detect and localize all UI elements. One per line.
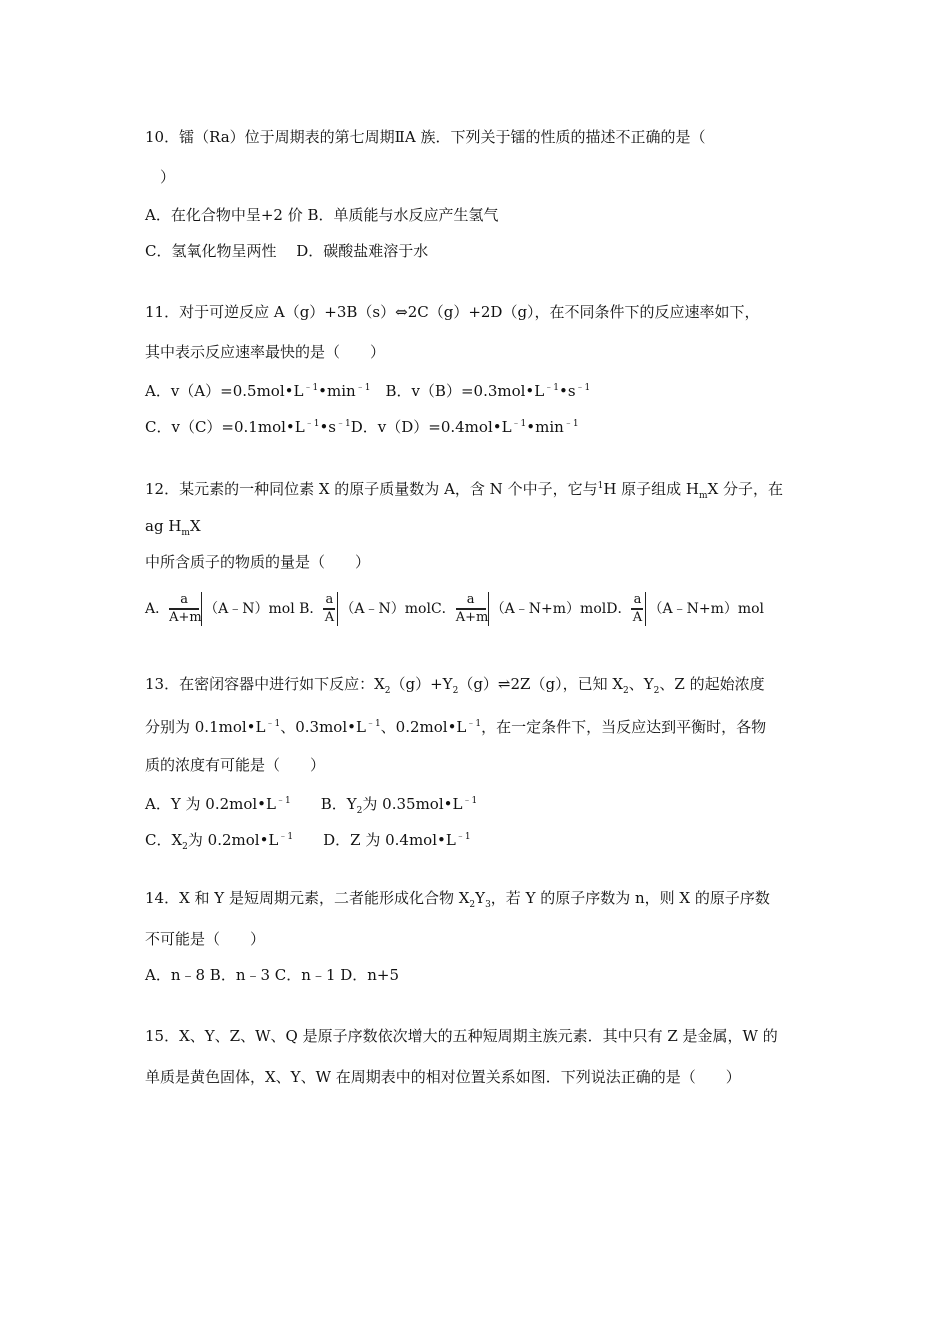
q12-stem-line3: 中所含质子的物质的量是（ ）	[145, 553, 371, 571]
q11-option-b: B．$v(B)=0.3mol•L^{﹣1}•s^{﹣1}$	[370, 382, 591, 400]
q14-options: A．n﹣8 B．n﹣3 C．n﹣1 D．n+5	[145, 966, 400, 984]
q12-option-a-fraction: $\frac{a}{A+m}$	[169, 592, 202, 625]
q11-options-ab	[145, 378, 590, 401]
q13-options-cd	[145, 827, 471, 857]
q13-option-a: A．Y 为 $0.2mol•L^{﹣1}$	[145, 795, 291, 813]
q15-stem-line1: 15．X、Y、Z、W、Q 是原子序数依次增大的五种短周期主族元素．其中只有 Z 是金属，W 的	[145, 1027, 778, 1045]
q13-options-ab	[145, 791, 477, 821]
q12-option-b-fraction: $\frac{a}{A}$	[323, 592, 338, 626]
q12-stem-line1: 12．某元素的一种同位素 X 的原子质量数为 A，含 N 个中子，它与$^1$H 原子组成 $H_mX$ 分子，在	[145, 480, 784, 501]
q12-option-c-fraction: $\frac{a}{A+m}$	[455, 592, 489, 625]
q13-stem-line1: 13．在密闭容器中进行如下反应：$X_2(g)+Y_2(g)\rightleftharpoons 2Z(g)$，已知 $X_2$、$Y_2$、Z 的起始浓度	[145, 675, 765, 696]
q13-option-d: D．Z 为 $0.4mol•L^{﹣1}$	[293, 831, 471, 849]
q10-options-cd: C．氢氧化物呈两性 D．碳酸盐难溶于水	[145, 242, 429, 260]
q12-stem-line2: ag $H_mX$	[145, 517, 201, 538]
q13-stem-line3: 质的浓度有可能是（ ）	[145, 756, 326, 774]
q11-stem-line1: 11．对于可逆反应 A（g）+3B（s）⇔2C（g）+2D（g），在不同条件下的反应速率如下，	[145, 303, 760, 321]
q11-option-d: D．$v(D)=0.4mol•L^{﹣1}•\min^{﹣1}$	[350, 418, 579, 436]
q12-option-a: A． $\frac{a}{A+m}$ （A﹣N）mol	[145, 592, 295, 625]
q10-stem-line1: 10．镭（Ra）位于周期表的第七周期ⅡA 族．下列关于镭的性质的描述不正确的是（	[145, 128, 706, 146]
q10-options-ab: A．在化合物中呈+2 价 B．单质能与水反应产生氢气	[145, 206, 499, 224]
q13-stem-line2: 分别为 $0.1mol•L^{﹣1}$、$0.3mol•L^{﹣1}$、$0.2mol•L^{﹣1}$，在一定条件下，当反应达到平衡时，各物	[145, 718, 767, 736]
q12-option-d-fraction: $\frac{a}{A}$	[631, 592, 646, 626]
q14-stem-line1: 14．X 和 Y 是短周期元素，二者能形成化合物 $X_2Y_3$，若 Y 的原子序数为 n，则 X 的原子序数	[145, 889, 770, 910]
q12-options	[145, 592, 764, 626]
q11-stem-line2: 其中表示反应速率最快的是（ ）	[145, 343, 386, 361]
q12-option-d: D． $\frac{a}{A}$ （A﹣N+m）mol	[606, 592, 765, 625]
q11-option-c: C．$v(C)=0.1mol•L^{﹣1}•s^{﹣1}$	[145, 418, 351, 436]
q12-option-b: B． $\frac{a}{A}$ （A﹣N）mol	[299, 592, 431, 625]
q13-option-b: B．$Y_2$为 $0.35mol•L^{﹣1}$	[290, 795, 478, 816]
q11-option-a: A．$v(A)=0.5mol•L^{﹣1}•\min^{﹣1}$	[145, 382, 371, 400]
q11-options-cd	[145, 414, 579, 437]
q14-stem-line2: 不可能是（ ）	[145, 930, 266, 948]
q15-stem-line2: 单质是黄色固体，X、Y、W 在周期表中的相对位置关系如图．下列说法正确的是（ ）	[145, 1068, 741, 1086]
q10-stem-line2: ）	[160, 168, 176, 186]
q13-option-c: C．$X_2$为 $0.2mol•L^{﹣1}$	[145, 831, 294, 852]
q12-option-c: C． $\frac{a}{A+m}$ （A﹣N+m）mol	[430, 592, 607, 625]
